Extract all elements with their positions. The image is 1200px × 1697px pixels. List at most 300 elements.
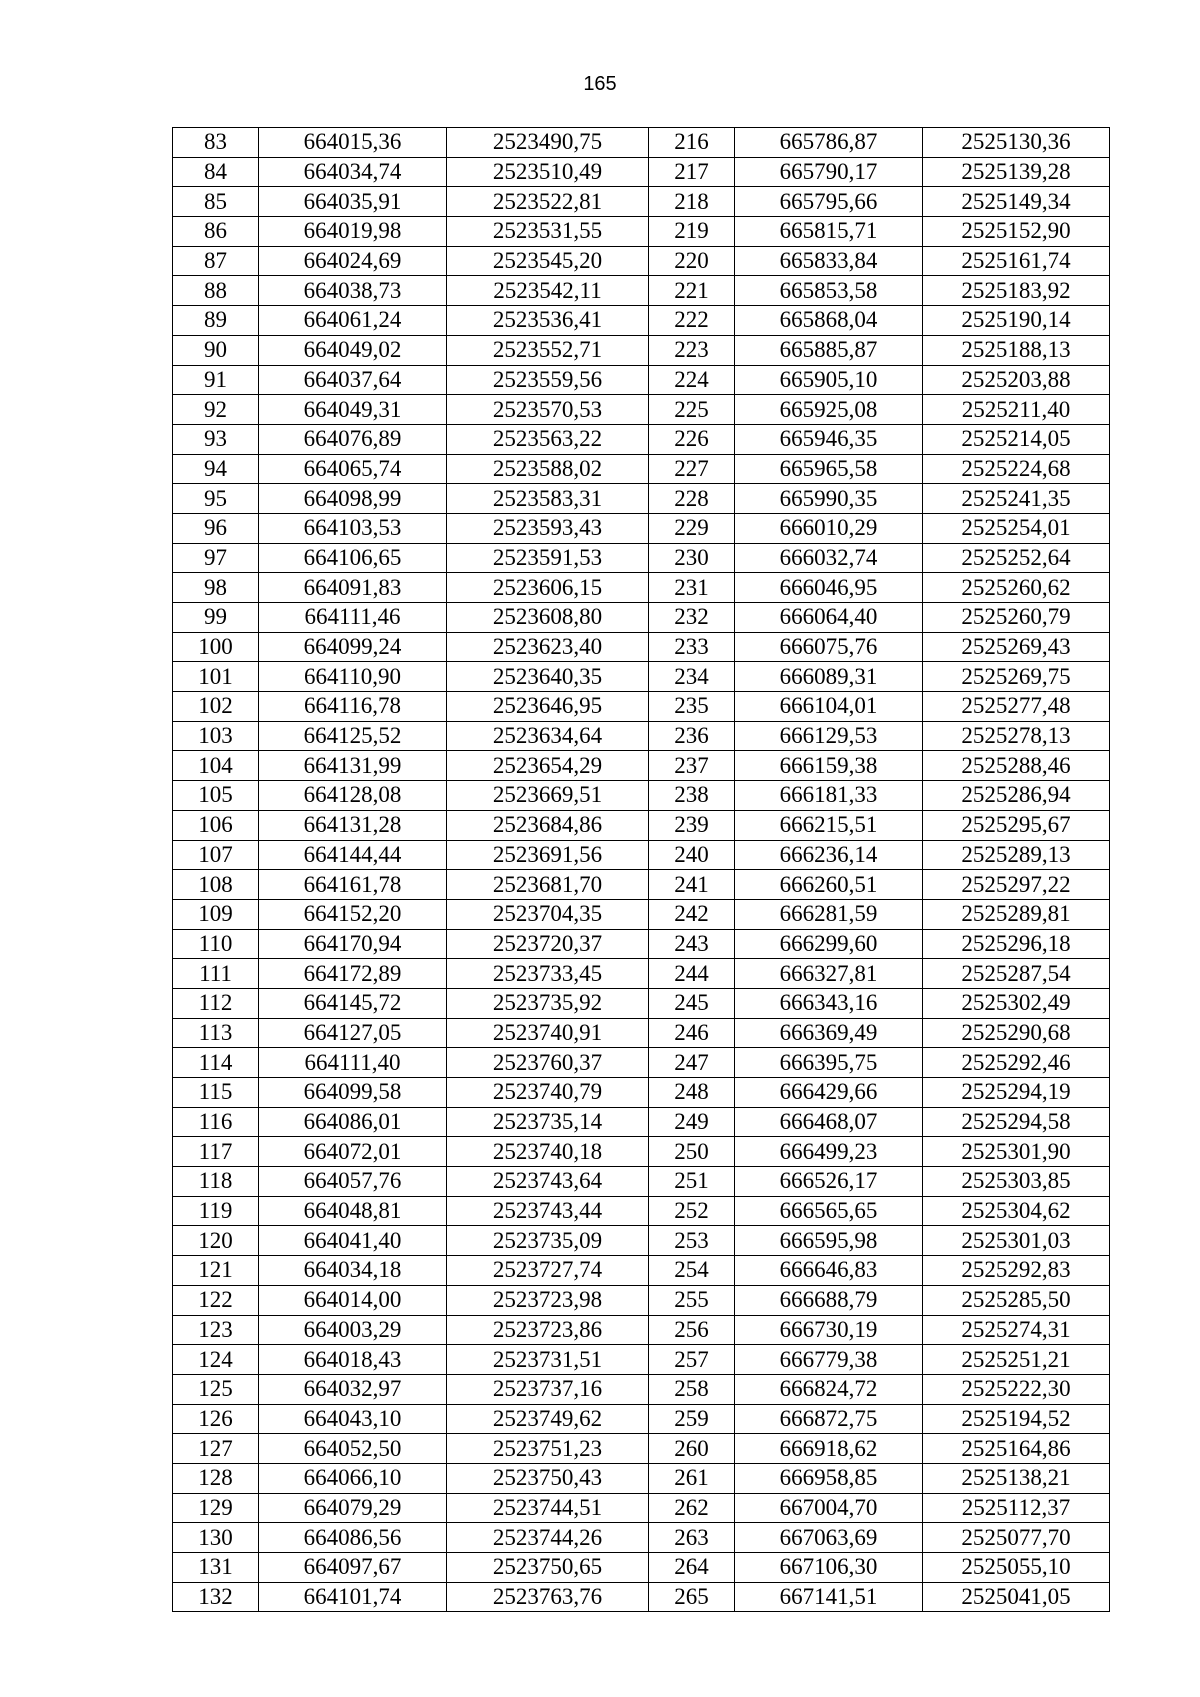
x-coordinate-cell: 666181,33 [735, 781, 923, 811]
point-number-cell: 124 [173, 1345, 259, 1375]
y-coordinate-cell: 2523691,56 [447, 840, 649, 870]
x-coordinate-cell: 664072,01 [259, 1137, 447, 1167]
y-coordinate-cell: 2523727,74 [447, 1256, 649, 1286]
y-coordinate-cell: 2525130,36 [923, 128, 1110, 158]
point-number-cell: 84 [173, 157, 259, 187]
y-coordinate-cell: 2525302,49 [923, 988, 1110, 1018]
x-coordinate-cell: 666958,85 [735, 1463, 923, 1493]
y-coordinate-cell: 2525164,86 [923, 1434, 1110, 1464]
point-number-cell: 126 [173, 1404, 259, 1434]
y-coordinate-cell: 2523536,41 [447, 306, 649, 336]
x-coordinate-cell: 664052,50 [259, 1434, 447, 1464]
x-coordinate-cell: 665853,58 [735, 276, 923, 306]
table-row [173, 335, 1110, 365]
table-row [173, 781, 1110, 811]
y-coordinate-cell: 2523681,70 [447, 870, 649, 900]
table-row [173, 365, 1110, 395]
point-number-cell: 251 [649, 1167, 735, 1197]
table-row [173, 454, 1110, 484]
y-coordinate-cell: 2523744,51 [447, 1493, 649, 1523]
x-coordinate-cell: 666010,29 [735, 513, 923, 543]
y-coordinate-cell: 2525190,14 [923, 306, 1110, 336]
y-coordinate-cell: 2523510,49 [447, 157, 649, 187]
y-coordinate-cell: 2525285,50 [923, 1285, 1110, 1315]
y-coordinate-cell: 2523723,98 [447, 1285, 649, 1315]
point-number-cell: 122 [173, 1285, 259, 1315]
point-number-cell: 125 [173, 1374, 259, 1404]
x-coordinate-cell: 664014,00 [259, 1285, 447, 1315]
point-number-cell: 108 [173, 870, 259, 900]
y-coordinate-cell: 2523740,79 [447, 1078, 649, 1108]
table-row [173, 1523, 1110, 1553]
x-coordinate-cell: 664066,10 [259, 1463, 447, 1493]
x-coordinate-cell: 665946,35 [735, 424, 923, 454]
point-number-cell: 260 [649, 1434, 735, 1464]
table-row [173, 128, 1110, 158]
x-coordinate-cell: 664041,40 [259, 1226, 447, 1256]
x-coordinate-cell: 664079,29 [259, 1493, 447, 1523]
y-coordinate-cell: 2525296,18 [923, 929, 1110, 959]
x-coordinate-cell: 667004,70 [735, 1493, 923, 1523]
point-number-cell: 90 [173, 335, 259, 365]
point-number-cell: 103 [173, 721, 259, 751]
x-coordinate-cell: 664106,65 [259, 543, 447, 573]
y-coordinate-cell: 2525138,21 [923, 1463, 1110, 1493]
table-row [173, 1493, 1110, 1523]
x-coordinate-cell: 666526,17 [735, 1167, 923, 1197]
point-number-cell: 216 [649, 128, 735, 158]
x-coordinate-cell: 664049,02 [259, 335, 447, 365]
y-coordinate-cell: 2525260,79 [923, 603, 1110, 633]
point-number-cell: 234 [649, 662, 735, 692]
y-coordinate-cell: 2523570,53 [447, 395, 649, 425]
y-coordinate-cell: 2523591,53 [447, 543, 649, 573]
y-coordinate-cell: 2525278,13 [923, 721, 1110, 751]
point-number-cell: 83 [173, 128, 259, 158]
x-coordinate-cell: 666918,62 [735, 1434, 923, 1464]
point-number-cell: 254 [649, 1256, 735, 1286]
point-number-cell: 258 [649, 1374, 735, 1404]
point-number-cell: 128 [173, 1463, 259, 1493]
point-number-cell: 221 [649, 276, 735, 306]
y-coordinate-cell: 2523640,35 [447, 662, 649, 692]
x-coordinate-cell: 666032,74 [735, 543, 923, 573]
x-coordinate-cell: 666281,59 [735, 899, 923, 929]
y-coordinate-cell: 2525301,03 [923, 1226, 1110, 1256]
y-coordinate-cell: 2523545,20 [447, 246, 649, 276]
y-coordinate-cell: 2523763,76 [447, 1582, 649, 1612]
point-number-cell: 104 [173, 751, 259, 781]
point-number-cell: 250 [649, 1137, 735, 1167]
table-row [173, 187, 1110, 217]
y-coordinate-cell: 2523750,43 [447, 1463, 649, 1493]
x-coordinate-cell: 666236,14 [735, 840, 923, 870]
point-number-cell: 224 [649, 365, 735, 395]
x-coordinate-cell: 664038,73 [259, 276, 447, 306]
x-coordinate-cell: 666730,19 [735, 1315, 923, 1345]
point-number-cell: 130 [173, 1523, 259, 1553]
y-coordinate-cell: 2523522,81 [447, 187, 649, 217]
y-coordinate-cell: 2525292,46 [923, 1048, 1110, 1078]
point-number-cell: 256 [649, 1315, 735, 1345]
x-coordinate-cell: 664101,74 [259, 1582, 447, 1612]
y-coordinate-cell: 2523737,16 [447, 1374, 649, 1404]
x-coordinate-cell: 665905,10 [735, 365, 923, 395]
table-row [173, 1463, 1110, 1493]
x-coordinate-cell: 665990,35 [735, 484, 923, 514]
x-coordinate-cell: 664152,20 [259, 899, 447, 929]
y-coordinate-cell: 2525077,70 [923, 1523, 1110, 1553]
point-number-cell: 239 [649, 810, 735, 840]
y-coordinate-cell: 2525152,90 [923, 217, 1110, 247]
y-coordinate-cell: 2525269,43 [923, 632, 1110, 662]
y-coordinate-cell: 2523669,51 [447, 781, 649, 811]
x-coordinate-cell: 664091,83 [259, 573, 447, 603]
x-coordinate-cell: 664097,67 [259, 1553, 447, 1583]
x-coordinate-cell: 664144,44 [259, 840, 447, 870]
point-number-cell: 109 [173, 899, 259, 929]
y-coordinate-cell: 2525222,30 [923, 1374, 1110, 1404]
y-coordinate-cell: 2525297,22 [923, 870, 1110, 900]
table-row [173, 662, 1110, 692]
point-number-cell: 232 [649, 603, 735, 633]
table-row [173, 632, 1110, 662]
x-coordinate-cell: 666215,51 [735, 810, 923, 840]
x-coordinate-cell: 664057,76 [259, 1167, 447, 1197]
x-coordinate-cell: 666824,72 [735, 1374, 923, 1404]
table-row [173, 988, 1110, 1018]
x-coordinate-cell: 666779,38 [735, 1345, 923, 1375]
page-number: 165 [583, 73, 617, 95]
y-coordinate-cell: 2523593,43 [447, 513, 649, 543]
point-number-cell: 132 [173, 1582, 259, 1612]
table-row [173, 1137, 1110, 1167]
point-number-cell: 242 [649, 899, 735, 929]
x-coordinate-cell: 664035,91 [259, 187, 447, 217]
point-number-cell: 229 [649, 513, 735, 543]
point-number-cell: 105 [173, 781, 259, 811]
y-coordinate-cell: 2523743,44 [447, 1196, 649, 1226]
y-coordinate-cell: 2525252,64 [923, 543, 1110, 573]
table-row [173, 1226, 1110, 1256]
x-coordinate-cell: 664103,53 [259, 513, 447, 543]
point-number-cell: 117 [173, 1137, 259, 1167]
x-coordinate-cell: 666872,75 [735, 1404, 923, 1434]
point-number-cell: 246 [649, 1018, 735, 1048]
point-number-cell: 233 [649, 632, 735, 662]
point-number-cell: 118 [173, 1167, 259, 1197]
y-coordinate-cell: 2525274,31 [923, 1315, 1110, 1345]
x-coordinate-cell: 666369,49 [735, 1018, 923, 1048]
table-row [173, 929, 1110, 959]
point-number-cell: 129 [173, 1493, 259, 1523]
y-coordinate-cell: 2523723,86 [447, 1315, 649, 1345]
x-coordinate-cell: 664172,89 [259, 959, 447, 989]
point-number-cell: 113 [173, 1018, 259, 1048]
y-coordinate-cell: 2525241,35 [923, 484, 1110, 514]
x-coordinate-cell: 664034,74 [259, 157, 447, 187]
point-number-cell: 241 [649, 870, 735, 900]
table-row [173, 1256, 1110, 1286]
x-coordinate-cell: 665790,17 [735, 157, 923, 187]
point-number-cell: 237 [649, 751, 735, 781]
y-coordinate-cell: 2523608,80 [447, 603, 649, 633]
y-coordinate-cell: 2525161,74 [923, 246, 1110, 276]
point-number-cell: 253 [649, 1226, 735, 1256]
point-number-cell: 106 [173, 810, 259, 840]
table-row [173, 1018, 1110, 1048]
y-coordinate-cell: 2525289,13 [923, 840, 1110, 870]
table-row [173, 1107, 1110, 1137]
table-row [173, 840, 1110, 870]
x-coordinate-cell: 664061,24 [259, 306, 447, 336]
x-coordinate-cell: 666343,16 [735, 988, 923, 1018]
point-number-cell: 97 [173, 543, 259, 573]
point-number-cell: 238 [649, 781, 735, 811]
x-coordinate-cell: 665885,87 [735, 335, 923, 365]
y-coordinate-cell: 2523559,56 [447, 365, 649, 395]
y-coordinate-cell: 2525290,68 [923, 1018, 1110, 1048]
table-row [173, 1345, 1110, 1375]
y-coordinate-cell: 2523588,02 [447, 454, 649, 484]
y-coordinate-cell: 2523749,62 [447, 1404, 649, 1434]
point-number-cell: 99 [173, 603, 259, 633]
x-coordinate-cell: 664086,56 [259, 1523, 447, 1553]
point-number-cell: 127 [173, 1434, 259, 1464]
point-number-cell: 94 [173, 454, 259, 484]
x-coordinate-cell: 664098,99 [259, 484, 447, 514]
point-number-cell: 116 [173, 1107, 259, 1137]
x-coordinate-cell: 667106,30 [735, 1553, 923, 1583]
point-number-cell: 248 [649, 1078, 735, 1108]
point-number-cell: 85 [173, 187, 259, 217]
point-number-cell: 100 [173, 632, 259, 662]
point-number-cell: 112 [173, 988, 259, 1018]
point-number-cell: 98 [173, 573, 259, 603]
y-coordinate-cell: 2525183,92 [923, 276, 1110, 306]
y-coordinate-cell: 2523744,26 [447, 1523, 649, 1553]
point-number-cell: 111 [173, 959, 259, 989]
point-number-cell: 107 [173, 840, 259, 870]
table-row [173, 1078, 1110, 1108]
y-coordinate-cell: 2523740,91 [447, 1018, 649, 1048]
y-coordinate-cell: 2525149,34 [923, 187, 1110, 217]
y-coordinate-cell: 2523606,15 [447, 573, 649, 603]
point-number-cell: 245 [649, 988, 735, 1018]
x-coordinate-cell: 664111,46 [259, 603, 447, 633]
table-row [173, 306, 1110, 336]
x-coordinate-cell: 664019,98 [259, 217, 447, 247]
y-coordinate-cell: 2523684,86 [447, 810, 649, 840]
point-number-cell: 249 [649, 1107, 735, 1137]
point-number-cell: 101 [173, 662, 259, 692]
x-coordinate-cell: 664131,28 [259, 810, 447, 840]
point-number-cell: 243 [649, 929, 735, 959]
x-coordinate-cell: 664116,78 [259, 692, 447, 722]
x-coordinate-cell: 666688,79 [735, 1285, 923, 1315]
x-coordinate-cell: 664043,10 [259, 1404, 447, 1434]
point-number-cell: 257 [649, 1345, 735, 1375]
table-row [173, 603, 1110, 633]
table-row [173, 484, 1110, 514]
y-coordinate-cell: 2525139,28 [923, 157, 1110, 187]
y-coordinate-cell: 2525211,40 [923, 395, 1110, 425]
x-coordinate-cell: 666468,07 [735, 1107, 923, 1137]
x-coordinate-cell: 664015,36 [259, 128, 447, 158]
point-number-cell: 228 [649, 484, 735, 514]
x-coordinate-cell: 667141,51 [735, 1582, 923, 1612]
table-row [173, 543, 1110, 573]
point-number-cell: 120 [173, 1226, 259, 1256]
point-number-cell: 87 [173, 246, 259, 276]
x-coordinate-cell: 664048,81 [259, 1196, 447, 1226]
point-number-cell: 219 [649, 217, 735, 247]
y-coordinate-cell: 2523542,11 [447, 276, 649, 306]
point-number-cell: 102 [173, 692, 259, 722]
point-number-cell: 230 [649, 543, 735, 573]
table-row [173, 513, 1110, 543]
table-row [173, 1167, 1110, 1197]
x-coordinate-cell: 665965,58 [735, 454, 923, 484]
point-number-cell: 223 [649, 335, 735, 365]
x-coordinate-cell: 664131,99 [259, 751, 447, 781]
y-coordinate-cell: 2523735,14 [447, 1107, 649, 1137]
y-coordinate-cell: 2525194,52 [923, 1404, 1110, 1434]
point-number-cell: 262 [649, 1493, 735, 1523]
y-coordinate-cell: 2523623,40 [447, 632, 649, 662]
y-coordinate-cell: 2525214,05 [923, 424, 1110, 454]
y-coordinate-cell: 2525294,19 [923, 1078, 1110, 1108]
table-row [173, 217, 1110, 247]
y-coordinate-cell: 2525304,62 [923, 1196, 1110, 1226]
point-number-cell: 231 [649, 573, 735, 603]
table-row [173, 424, 1110, 454]
y-coordinate-cell: 2523646,95 [447, 692, 649, 722]
x-coordinate-cell: 666327,81 [735, 959, 923, 989]
y-coordinate-cell: 2523740,18 [447, 1137, 649, 1167]
point-number-cell: 225 [649, 395, 735, 425]
table-row [173, 1196, 1110, 1226]
x-coordinate-cell: 665795,66 [735, 187, 923, 217]
point-number-cell: 91 [173, 365, 259, 395]
x-coordinate-cell: 664076,89 [259, 424, 447, 454]
x-coordinate-cell: 666499,23 [735, 1137, 923, 1167]
point-number-cell: 236 [649, 721, 735, 751]
x-coordinate-cell: 666064,40 [735, 603, 923, 633]
point-number-cell: 235 [649, 692, 735, 722]
table-row [173, 959, 1110, 989]
x-coordinate-cell: 664128,08 [259, 781, 447, 811]
point-number-cell: 263 [649, 1523, 735, 1553]
table-row [173, 157, 1110, 187]
table-row [173, 751, 1110, 781]
coordinates-table [172, 127, 1110, 1612]
point-number-cell: 259 [649, 1404, 735, 1434]
x-coordinate-cell: 664032,97 [259, 1374, 447, 1404]
point-number-cell: 93 [173, 424, 259, 454]
table-row [173, 899, 1110, 929]
y-coordinate-cell: 2523583,31 [447, 484, 649, 514]
x-coordinate-cell: 664018,43 [259, 1345, 447, 1375]
x-coordinate-cell: 665815,71 [735, 217, 923, 247]
table-row [173, 1285, 1110, 1315]
x-coordinate-cell: 665925,08 [735, 395, 923, 425]
point-number-cell: 226 [649, 424, 735, 454]
y-coordinate-cell: 2525041,05 [923, 1582, 1110, 1612]
point-number-cell: 218 [649, 187, 735, 217]
y-coordinate-cell: 2525303,85 [923, 1167, 1110, 1197]
y-coordinate-cell: 2525288,46 [923, 751, 1110, 781]
table-row [173, 573, 1110, 603]
x-coordinate-cell: 666595,98 [735, 1226, 923, 1256]
x-coordinate-cell: 666565,65 [735, 1196, 923, 1226]
x-coordinate-cell: 664034,18 [259, 1256, 447, 1286]
y-coordinate-cell: 2523531,55 [447, 217, 649, 247]
x-coordinate-cell: 666299,60 [735, 929, 923, 959]
point-number-cell: 123 [173, 1315, 259, 1345]
table-row [173, 870, 1110, 900]
y-coordinate-cell: 2525289,81 [923, 899, 1110, 929]
point-number-cell: 247 [649, 1048, 735, 1078]
y-coordinate-cell: 2523735,09 [447, 1226, 649, 1256]
point-number-cell: 255 [649, 1285, 735, 1315]
x-coordinate-cell: 666129,53 [735, 721, 923, 751]
x-coordinate-cell: 664170,94 [259, 929, 447, 959]
point-number-cell: 131 [173, 1553, 259, 1583]
point-number-cell: 88 [173, 276, 259, 306]
x-coordinate-cell: 664099,24 [259, 632, 447, 662]
point-number-cell: 114 [173, 1048, 259, 1078]
x-coordinate-cell: 666089,31 [735, 662, 923, 692]
x-coordinate-cell: 666046,95 [735, 573, 923, 603]
y-coordinate-cell: 2523490,75 [447, 128, 649, 158]
point-number-cell: 252 [649, 1196, 735, 1226]
point-number-cell: 86 [173, 217, 259, 247]
x-coordinate-cell: 666075,76 [735, 632, 923, 662]
point-number-cell: 89 [173, 306, 259, 336]
y-coordinate-cell: 2523552,71 [447, 335, 649, 365]
table-row [173, 1434, 1110, 1464]
point-number-cell: 265 [649, 1582, 735, 1612]
y-coordinate-cell: 2523654,29 [447, 751, 649, 781]
point-number-cell: 119 [173, 1196, 259, 1226]
x-coordinate-cell: 666429,66 [735, 1078, 923, 1108]
table-row [173, 1315, 1110, 1345]
table-row [173, 246, 1110, 276]
y-coordinate-cell: 2525301,90 [923, 1137, 1110, 1167]
y-coordinate-cell: 2523735,92 [447, 988, 649, 1018]
point-number-cell: 261 [649, 1463, 735, 1493]
table-row [173, 692, 1110, 722]
table-row [173, 721, 1110, 751]
x-coordinate-cell: 666260,51 [735, 870, 923, 900]
y-coordinate-cell: 2525269,75 [923, 662, 1110, 692]
y-coordinate-cell: 2523634,64 [447, 721, 649, 751]
x-coordinate-cell: 664099,58 [259, 1078, 447, 1108]
y-coordinate-cell: 2525292,83 [923, 1256, 1110, 1286]
table-row [173, 810, 1110, 840]
x-coordinate-cell: 664145,72 [259, 988, 447, 1018]
point-number-cell: 92 [173, 395, 259, 425]
table-row [173, 276, 1110, 306]
y-coordinate-cell: 2525295,67 [923, 810, 1110, 840]
point-number-cell: 121 [173, 1256, 259, 1286]
y-coordinate-cell: 2525294,58 [923, 1107, 1110, 1137]
x-coordinate-cell: 667063,69 [735, 1523, 923, 1553]
x-coordinate-cell: 664003,29 [259, 1315, 447, 1345]
x-coordinate-cell: 664111,40 [259, 1048, 447, 1078]
y-coordinate-cell: 2523760,37 [447, 1048, 649, 1078]
